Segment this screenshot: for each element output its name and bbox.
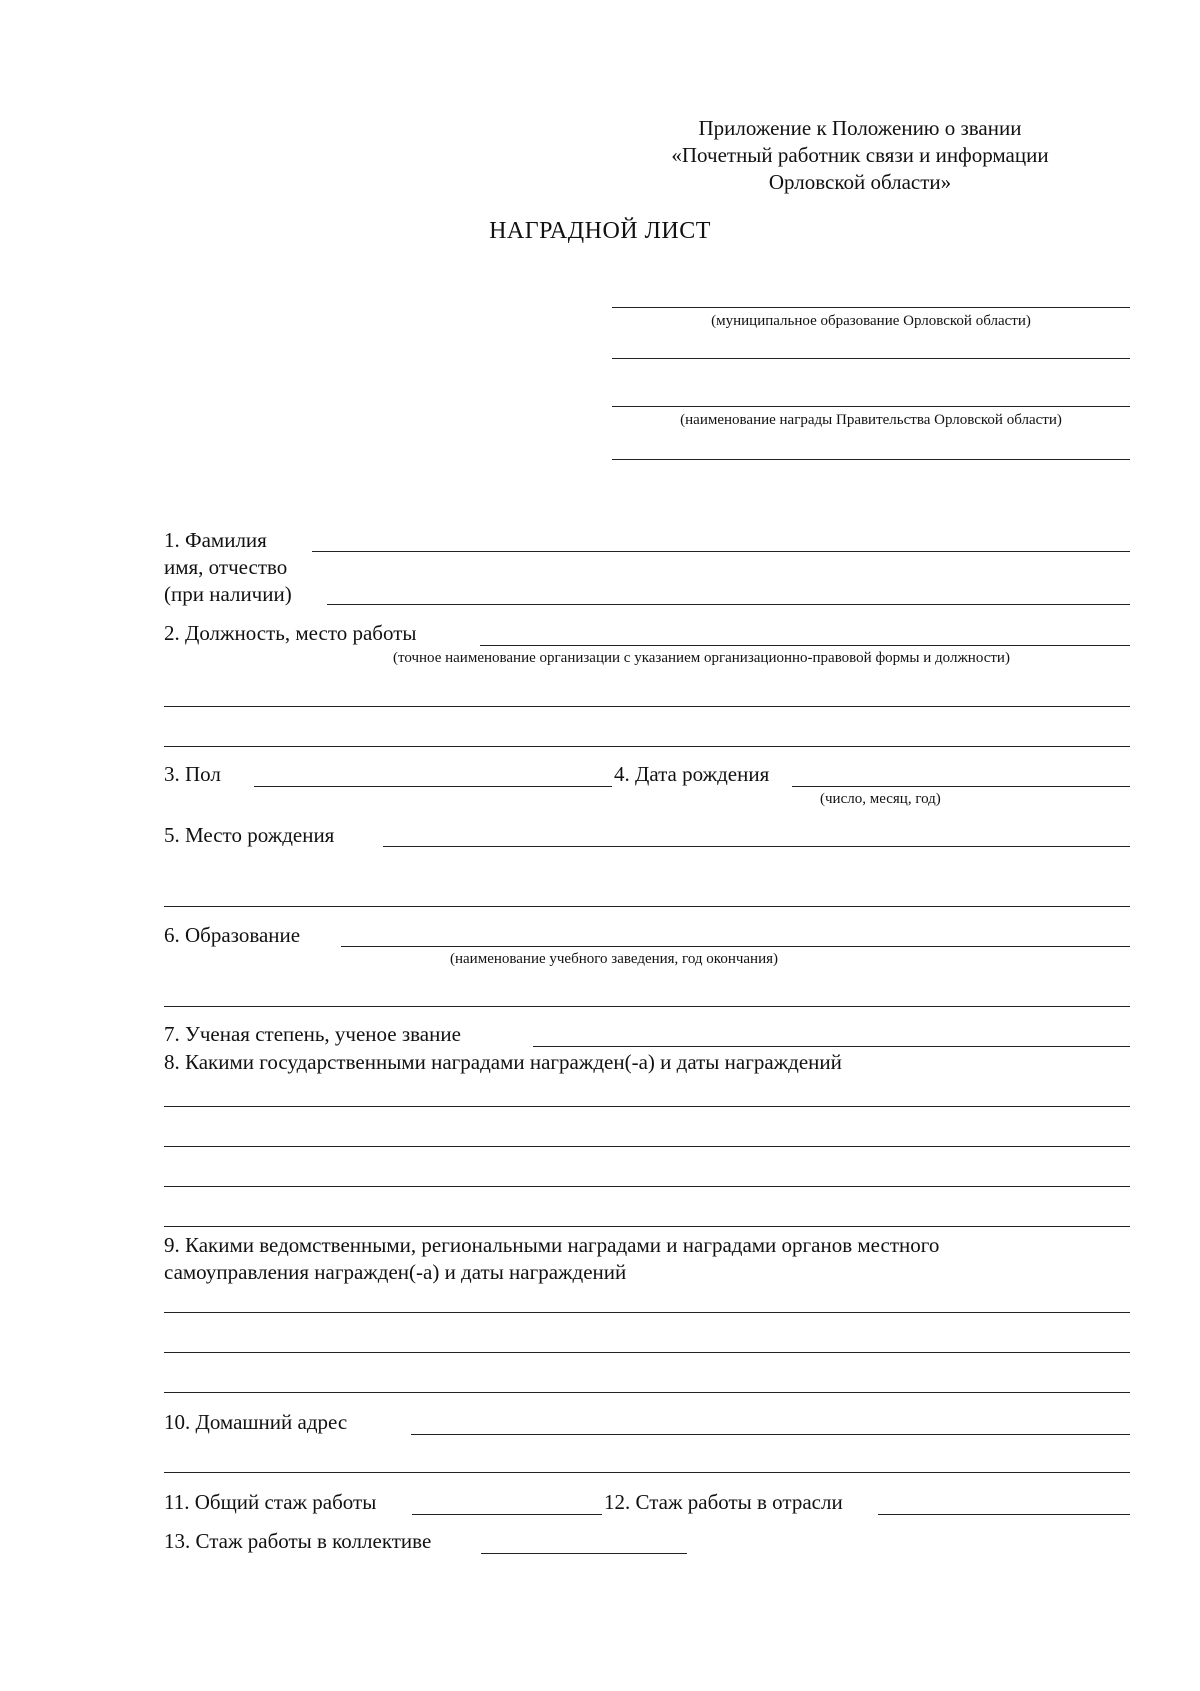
field-11-label: 11. Общий стаж работы bbox=[164, 1490, 377, 1514]
birthplace-line[interactable] bbox=[383, 846, 1130, 847]
birthdate-line[interactable] bbox=[792, 786, 1130, 787]
appendix-line-3: Орловской области» bbox=[768, 170, 952, 194]
regional-awards-line-3[interactable] bbox=[164, 1392, 1130, 1393]
award-caption: (наименование награды Правительства Орловской области) bbox=[680, 412, 1062, 428]
field-10-label: 10. Домашний адрес bbox=[164, 1410, 348, 1434]
municipality-line[interactable] bbox=[612, 307, 1130, 308]
sex-line[interactable] bbox=[254, 786, 612, 787]
field-1-label-3: (при наличии) bbox=[164, 582, 292, 606]
position-line-2[interactable] bbox=[164, 706, 1130, 707]
document-title: НАГРАДНОЙ ЛИСТ bbox=[489, 218, 711, 244]
total-experience-line[interactable] bbox=[412, 1514, 602, 1515]
education-line[interactable] bbox=[341, 946, 1130, 947]
field-13-label: 13. Стаж работы в коллективе bbox=[164, 1529, 432, 1553]
award-line-2[interactable] bbox=[612, 459, 1130, 460]
surname-line[interactable] bbox=[312, 551, 1130, 552]
state-awards-line-1[interactable] bbox=[164, 1106, 1130, 1107]
field-6-label: 6. Образование bbox=[164, 923, 301, 947]
education-line-2[interactable] bbox=[164, 1006, 1130, 1007]
regional-awards-line-2[interactable] bbox=[164, 1352, 1130, 1353]
field-5-label: 5. Место рождения bbox=[164, 823, 335, 847]
position-line-3[interactable] bbox=[164, 746, 1130, 747]
state-awards-line-4[interactable] bbox=[164, 1226, 1130, 1227]
field-12-label: 12. Стаж работы в отрасли bbox=[604, 1490, 843, 1514]
award-line[interactable] bbox=[612, 406, 1130, 407]
state-awards-line-3[interactable] bbox=[164, 1186, 1130, 1187]
appendix-line-1: Приложение к Положению о звании bbox=[698, 116, 1022, 140]
state-awards-line-2[interactable] bbox=[164, 1146, 1130, 1147]
field-1-label: 1. Фамилия bbox=[164, 528, 267, 552]
organization-caption: (точное наименование организации с указанием организационно-правовой формы и должности) bbox=[393, 650, 1010, 666]
municipality-caption: (муниципальное образование Орловской области) bbox=[711, 313, 1031, 329]
field-7-label: 7. Ученая степень, ученое звание bbox=[164, 1022, 461, 1046]
appendix-line-2: «Почетный работник связи и информации bbox=[671, 143, 1049, 167]
field-9-label: 9. Какими ведомственными, региональными наградами и наградами органов местного bbox=[164, 1233, 940, 1257]
field-2-label: 2. Должность, место работы bbox=[164, 621, 417, 645]
position-line[interactable] bbox=[480, 645, 1130, 646]
municipality-line-2[interactable] bbox=[612, 358, 1130, 359]
field-3-label: 3. Пол bbox=[164, 762, 221, 786]
birthdate-caption: (число, месяц, год) bbox=[820, 791, 941, 807]
birthplace-line-2[interactable] bbox=[164, 906, 1130, 907]
regional-awards-line-1[interactable] bbox=[164, 1312, 1130, 1313]
team-experience-line[interactable] bbox=[481, 1553, 687, 1554]
field-4-label: 4. Дата рождения bbox=[614, 762, 770, 786]
address-line-2[interactable] bbox=[164, 1472, 1130, 1473]
field-9-label-2: самоуправления награжден(-а) и даты награждений bbox=[164, 1260, 627, 1284]
education-caption: (наименование учебного заведения, год окончания) bbox=[450, 951, 778, 967]
field-8-label: 8. Какими государственными наградами награжден(-а) и даты награждений bbox=[164, 1050, 842, 1074]
name-patronymic-line[interactable] bbox=[327, 604, 1130, 605]
degree-line[interactable] bbox=[533, 1046, 1130, 1047]
field-1-label-2: имя, отчество bbox=[164, 555, 288, 579]
address-line[interactable] bbox=[411, 1434, 1130, 1435]
industry-experience-line[interactable] bbox=[878, 1514, 1130, 1515]
